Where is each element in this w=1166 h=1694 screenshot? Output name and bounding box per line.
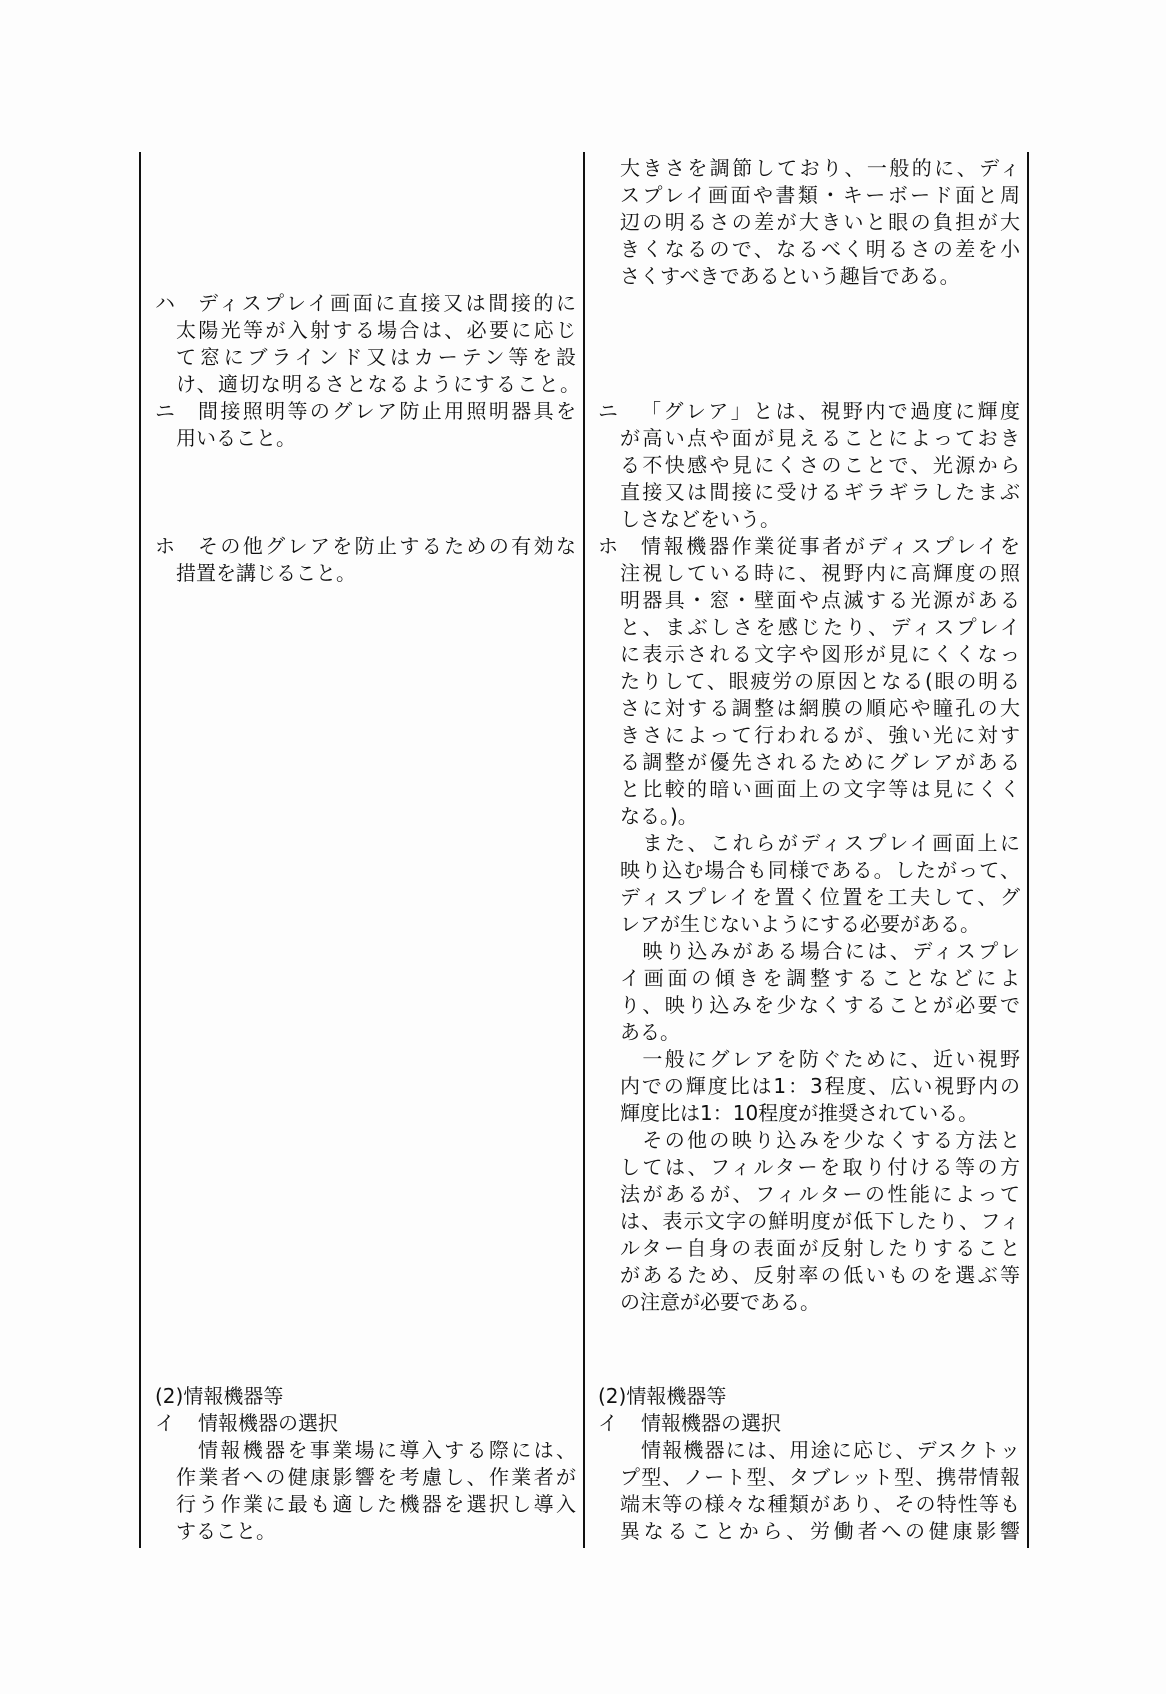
- section-text-line: プ型、ノート型、タブレット型、携帯情報: [620, 1465, 1020, 1489]
- item-text-line: その他グレアを防止するための有効な: [198, 534, 576, 558]
- continuation-line: 辺の明るさの差が大きいと眼の負担が大: [620, 210, 1020, 234]
- item-text-line: 内での輝度比は1：3程度、広い視野内の: [620, 1074, 1020, 1098]
- item-text-line: ルター自身の表面が反射したりすること: [620, 1236, 1020, 1260]
- continuation-line: スプレイ画面や書類・キーボード面と周: [620, 183, 1020, 207]
- item-text-line: 情報機器作業従事者がディスプレイを: [641, 534, 1020, 558]
- item-text-line: しさなどをいう。: [620, 507, 780, 531]
- item-text-line: ディスプレイ画面に直接又は間接的に: [198, 291, 576, 315]
- table-border-middle: [583, 152, 585, 1548]
- item-text-line: 映り込みがある場合には、ディスプレ: [620, 939, 1020, 963]
- section-heading: (2)情報機器等: [155, 1384, 284, 1408]
- item-text-line: レアが生じないようにする必要がある。: [620, 912, 980, 936]
- item-text-line: る調整が優先されるためにグレアがある: [620, 750, 1020, 774]
- item-marker: ニ: [598, 399, 618, 423]
- sub-heading: 情報機器の選択: [198, 1411, 338, 1435]
- item-marker: ニ: [155, 399, 175, 423]
- section-text-line: 端末等の様々な種類があり、その特性等も: [620, 1492, 1020, 1516]
- item-text-line: 映り込む場合も同様である。したがって、: [620, 858, 1020, 882]
- item-text-line: 「グレア」とは、視野内で過度に輝度: [641, 399, 1020, 423]
- item-text-line: しては、フィルターを取り付ける等の方: [620, 1155, 1020, 1179]
- item-text-line: は、表示文字の鮮明度が低下したり、フィ: [620, 1209, 1020, 1233]
- item-text-line: と比較的暗い画面上の文字等は見にくく: [620, 777, 1020, 801]
- item-text-line: 用いること。: [176, 426, 296, 450]
- section-heading: (2)情報機器等: [598, 1384, 727, 1408]
- section-text-line: 情報機器には、用途に応じ、デスクトッ: [641, 1438, 1020, 1462]
- item-text-line: 間接照明等のグレア防止用照明器具を: [198, 399, 576, 423]
- item-text-line: 輝度比は1：10程度が推奨されている。: [620, 1101, 979, 1125]
- section-text-line: すること。: [176, 1519, 276, 1543]
- item-text-line: 注視している時に、視野内に高輝度の照: [620, 561, 1020, 585]
- item-text-line: 太陽光等が入射する場合は、必要に応じ: [176, 318, 576, 342]
- item-marker: ホ: [155, 534, 175, 558]
- item-text-line: の注意が必要である。: [620, 1290, 820, 1314]
- item-text-line: ディスプレイを置く位置を工夫して、グ: [620, 885, 1020, 909]
- section-text-line: 情報機器を事業場に導入する際には、: [198, 1438, 576, 1462]
- item-text-line: 直接又は間接に受けるギラギラしたまぶ: [620, 480, 1020, 504]
- section-text-line: 異なることから、労働者への健康影響: [620, 1519, 1020, 1543]
- item-text-line: が高い点や面が見えることによっておき: [620, 426, 1020, 450]
- item-text-line: ある。: [620, 1020, 680, 1044]
- continuation-line: きくなるので、なるべく明るさの差を小: [620, 237, 1020, 261]
- sub-marker: イ: [598, 1411, 618, 1435]
- sub-heading: 情報機器の選択: [641, 1411, 781, 1435]
- item-text-line: て窓にブラインド又はカーテン等を設: [176, 345, 576, 369]
- item-text-line: また、これらがディスプレイ画面上に: [620, 831, 1020, 855]
- section-text-line: 作業者への健康影響を考慮し、作業者が: [176, 1465, 576, 1489]
- item-text-line: 一般にグレアを防ぐために、近い視野: [620, 1047, 1020, 1071]
- item-text-line: け、適切な明るさとなるようにすること。: [176, 372, 580, 396]
- item-text-line: と、まぶしさを感じたり、ディスプレイ: [620, 615, 1020, 639]
- sub-marker: イ: [155, 1411, 175, 1435]
- item-text-line: イ画面の傾きを調整することなどによ: [620, 966, 1020, 990]
- item-text-line: があるため、反射率の低いものを選ぶ等: [620, 1263, 1020, 1287]
- item-text-line: 法があるが、フィルターの性能によって: [620, 1182, 1020, 1206]
- item-marker: ハ: [155, 291, 175, 315]
- item-text-line: さに対する調整は網膜の順応や瞳孔の大: [620, 696, 1020, 720]
- table-border-left: [139, 152, 141, 1548]
- item-text-line: る不快感や見にくさのことで、光源から: [620, 453, 1020, 477]
- continuation-line: 大きさを調節しており、一般的に、ディ: [620, 156, 1020, 180]
- item-text-line: り、映り込みを少なくすることが必要で: [620, 993, 1020, 1017]
- item-text-line: その他の映り込みを少なくする方法と: [620, 1128, 1020, 1152]
- item-text-line: に表示される文字や図形が見にくくなっ: [620, 642, 1020, 666]
- section-text-line: 行う作業に最も適した機器を選択し導入: [176, 1492, 576, 1516]
- item-text-line: きさによって行われるが、強い光に対す: [620, 723, 1020, 747]
- item-text-line: 明器具・窓・壁面や点滅する光源がある: [620, 588, 1020, 612]
- item-marker: ホ: [598, 534, 618, 558]
- item-text-line: 措置を講じること。: [176, 561, 356, 585]
- item-text-line: たりして、眼疲労の原因となる(眼の明る: [620, 669, 1020, 693]
- continuation-line: さくすべきであるという趣旨である。: [620, 264, 960, 288]
- item-text-line: なる。)。: [620, 804, 698, 828]
- table-border-right: [1027, 152, 1029, 1548]
